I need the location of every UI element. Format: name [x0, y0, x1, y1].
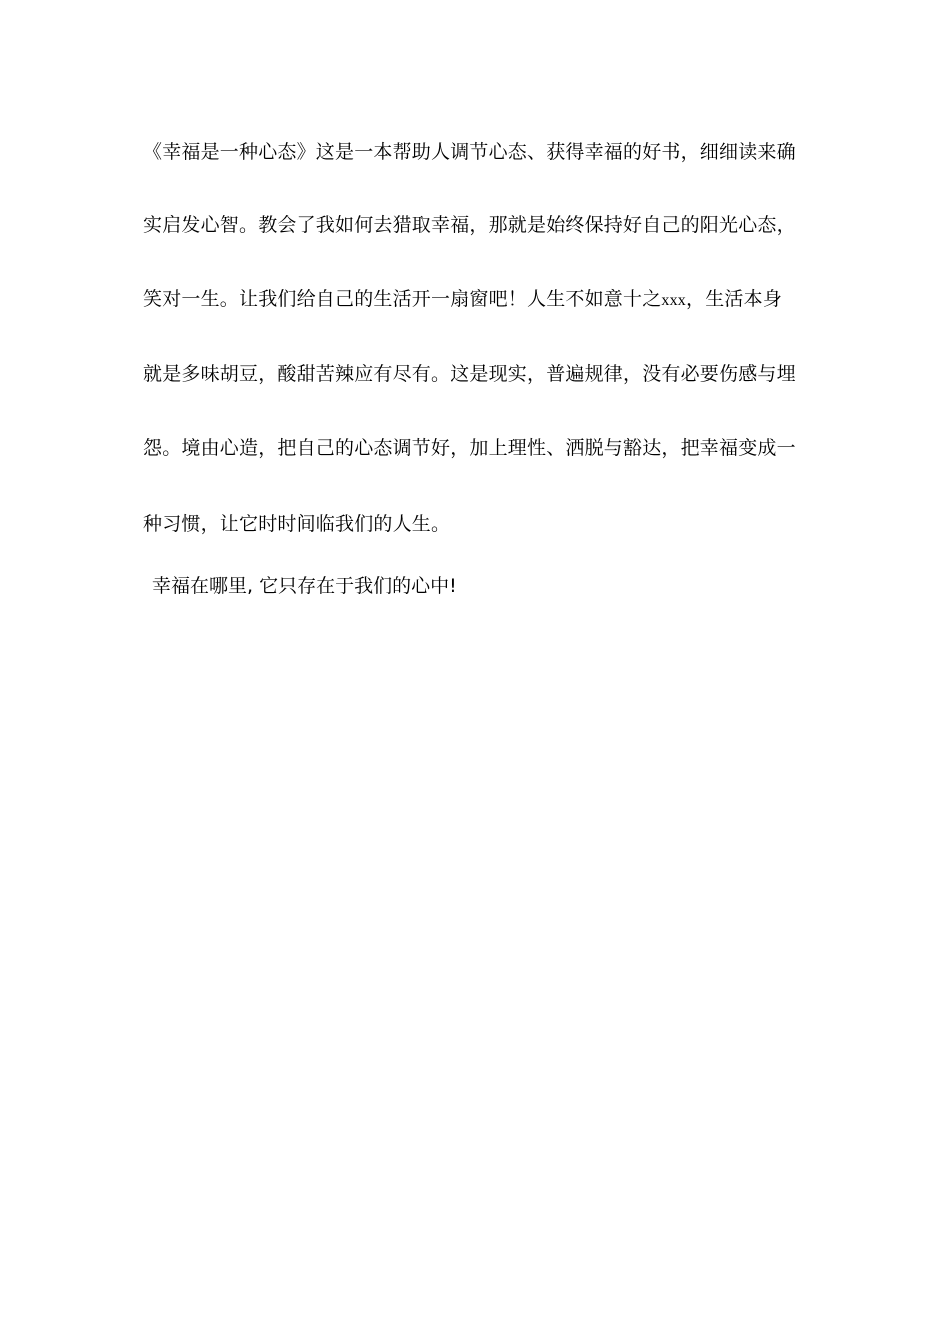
paragraph-line-3-text-after: ，生活本身: [686, 288, 783, 310]
paragraph-line-4: 就是多味胡豆，酸甜苦辣应有尽有。这是现实，普遍规律，没有必要伤感与埋: [143, 363, 796, 385]
paragraph-line-3: [143, 286, 782, 314]
paragraph-line-5: 怨。境由心造，把自己的心态调节好，加上理性、洒脱与豁达，把幸福变成一: [143, 437, 796, 459]
paragraph-line-3-text-before: 笑对一生。让我们给自己的生活开一扇窗吧！人生不如意十之: [143, 288, 662, 310]
paragraph-line-3-latin: xxx: [661, 292, 687, 309]
paragraph-line-6: 种习惯，让它时时间临我们的人生。: [143, 513, 451, 535]
paragraph-line-2: 实启发心智。教会了我如何去猎取幸福，那就是始终保持好自己的阳光心态，: [143, 214, 796, 236]
paragraph-line-1: 《幸福是一种心态》这是一本帮助人调节心态、获得幸福的好书，细细读来确: [143, 141, 796, 163]
closing-line: 幸福在哪里, 它只存在于我们的心中!: [152, 575, 457, 597]
